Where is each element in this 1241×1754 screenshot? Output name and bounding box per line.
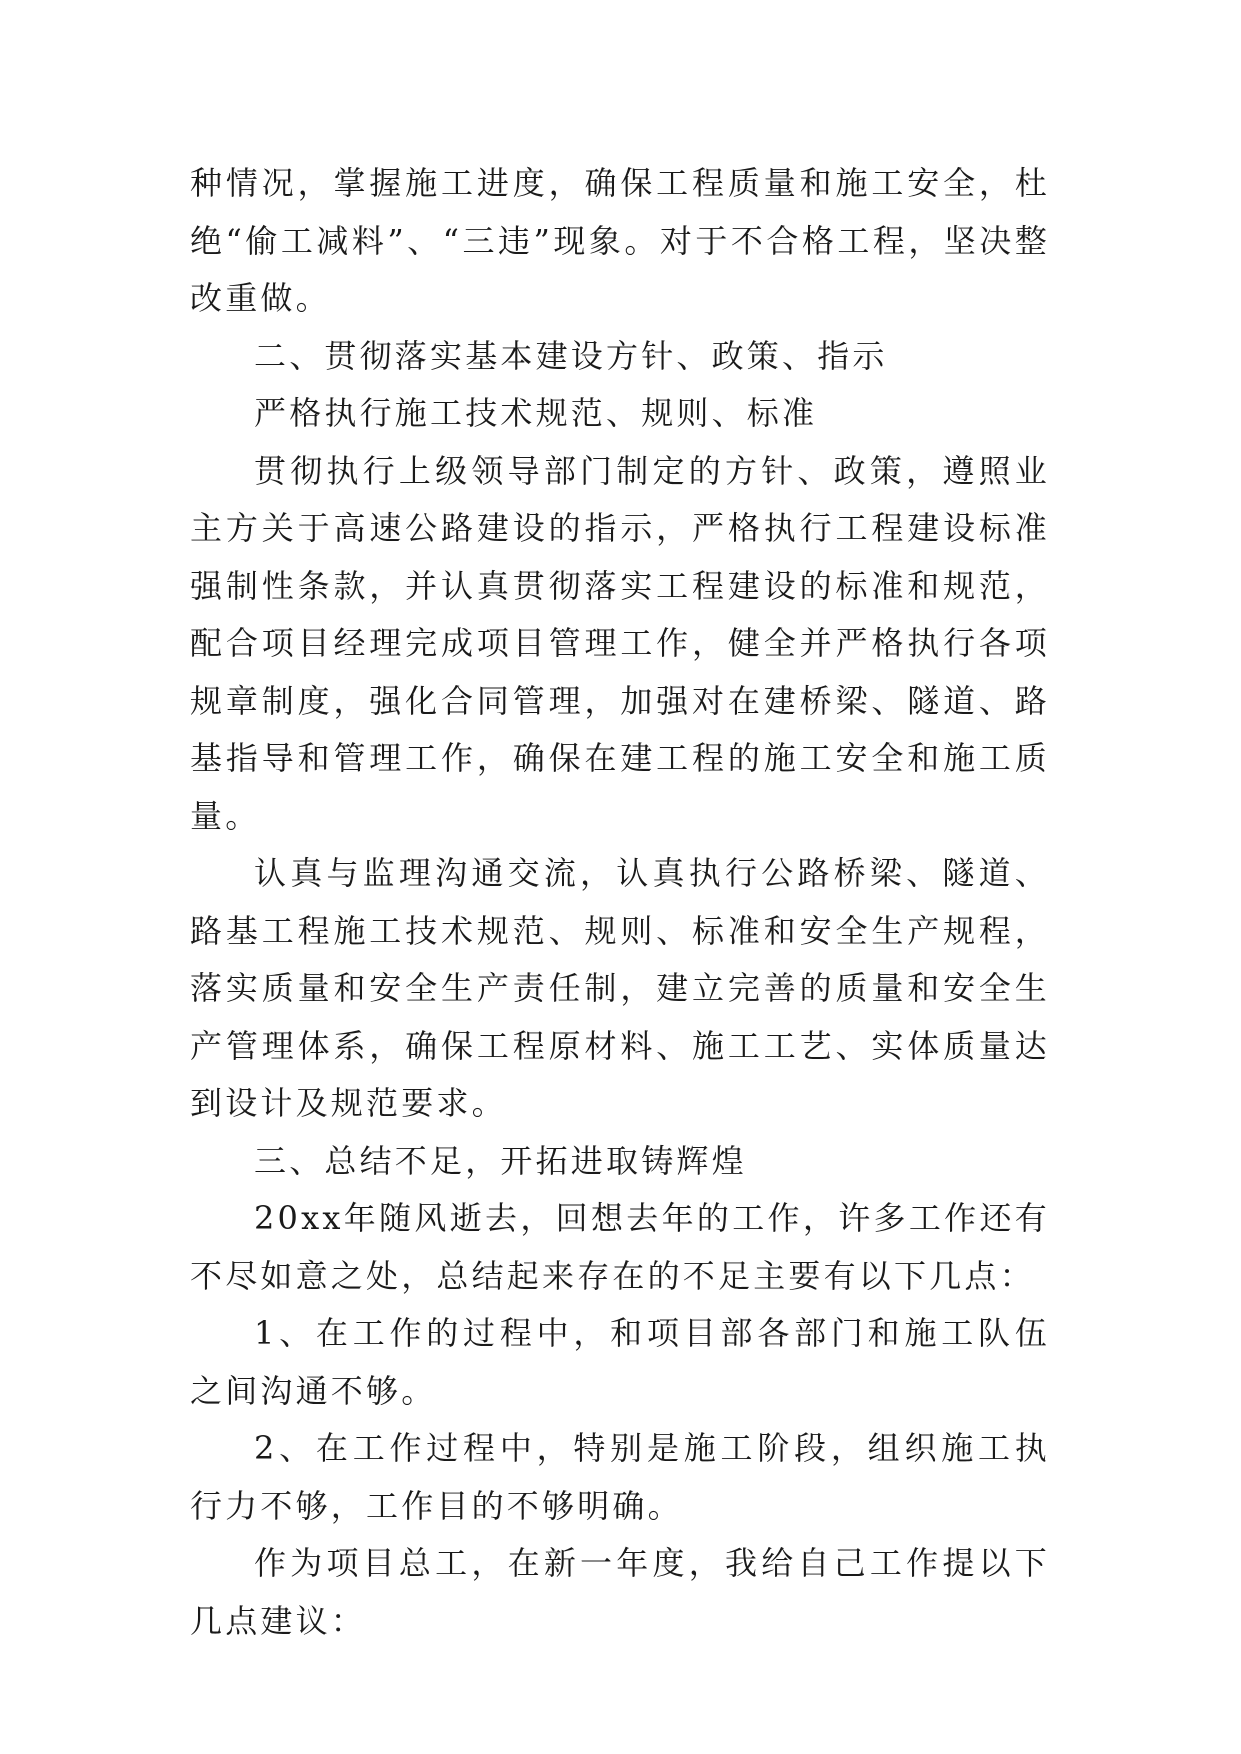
paragraph-policy: 贯彻执行上级领导部门制定的方针、政策，遵照业主方关于高速公路建设的指示，严格执行工程建设标准强制性条款，并认真贯彻落实工程建设的标准和规范，配合项目经理完成项目管理工作，健全并严格执行各项规章制度，强化合同管理，加强对在建桥梁、隧道、路基指导和管理工作，确保在建工程的施工安全和施工质量。 — [190, 451, 1050, 835]
list-item-2: 2、在工作过程中，特别是施工阶段，组织施工执行力不够，工作目的不够明确。 — [190, 1429, 1050, 1525]
section-heading-3: 三、总结不足，开拓进取铸辉煌 — [254, 1141, 747, 1180]
paragraph-summary: 20xx年随风逝去，回想去年的工作，许多工作还有不尽如意之处，总结起来存在的不足主要有以下几点： — [190, 1199, 1050, 1295]
section-heading-2: 二、贯彻落实基本建设方针、政策、指示 — [254, 336, 888, 375]
paragraph-supervision: 认真与监理沟通交流，认真执行公路桥梁、隧道、路基工程施工技术规范、规则、标准和安全生产规程，落实质量和安全生产责任制，建立完善的质量和安全生产管理体系，确保工程原材料、施工工艺、实体质量达到设计及规范要求。 — [190, 854, 1050, 1122]
document-page — [190, 155, 1050, 1650]
list-item-1: 1、在工作的过程中，和项目部各部门和施工队伍之间沟通不够。 — [190, 1314, 1050, 1410]
paragraph-continuation: 种情况，掌握施工进度，确保工程质量和施工安全，杜绝“偷工减料”、“三违”现象。对于不合格工程，坚决整改重做。 — [190, 164, 1050, 317]
section-subheading-2: 严格执行施工技术规范、规则、标准 — [254, 394, 818, 432]
paragraph-suggestions: 作为项目总工，在新一年度，我给自己工作提以下几点建议： — [190, 1544, 1050, 1640]
